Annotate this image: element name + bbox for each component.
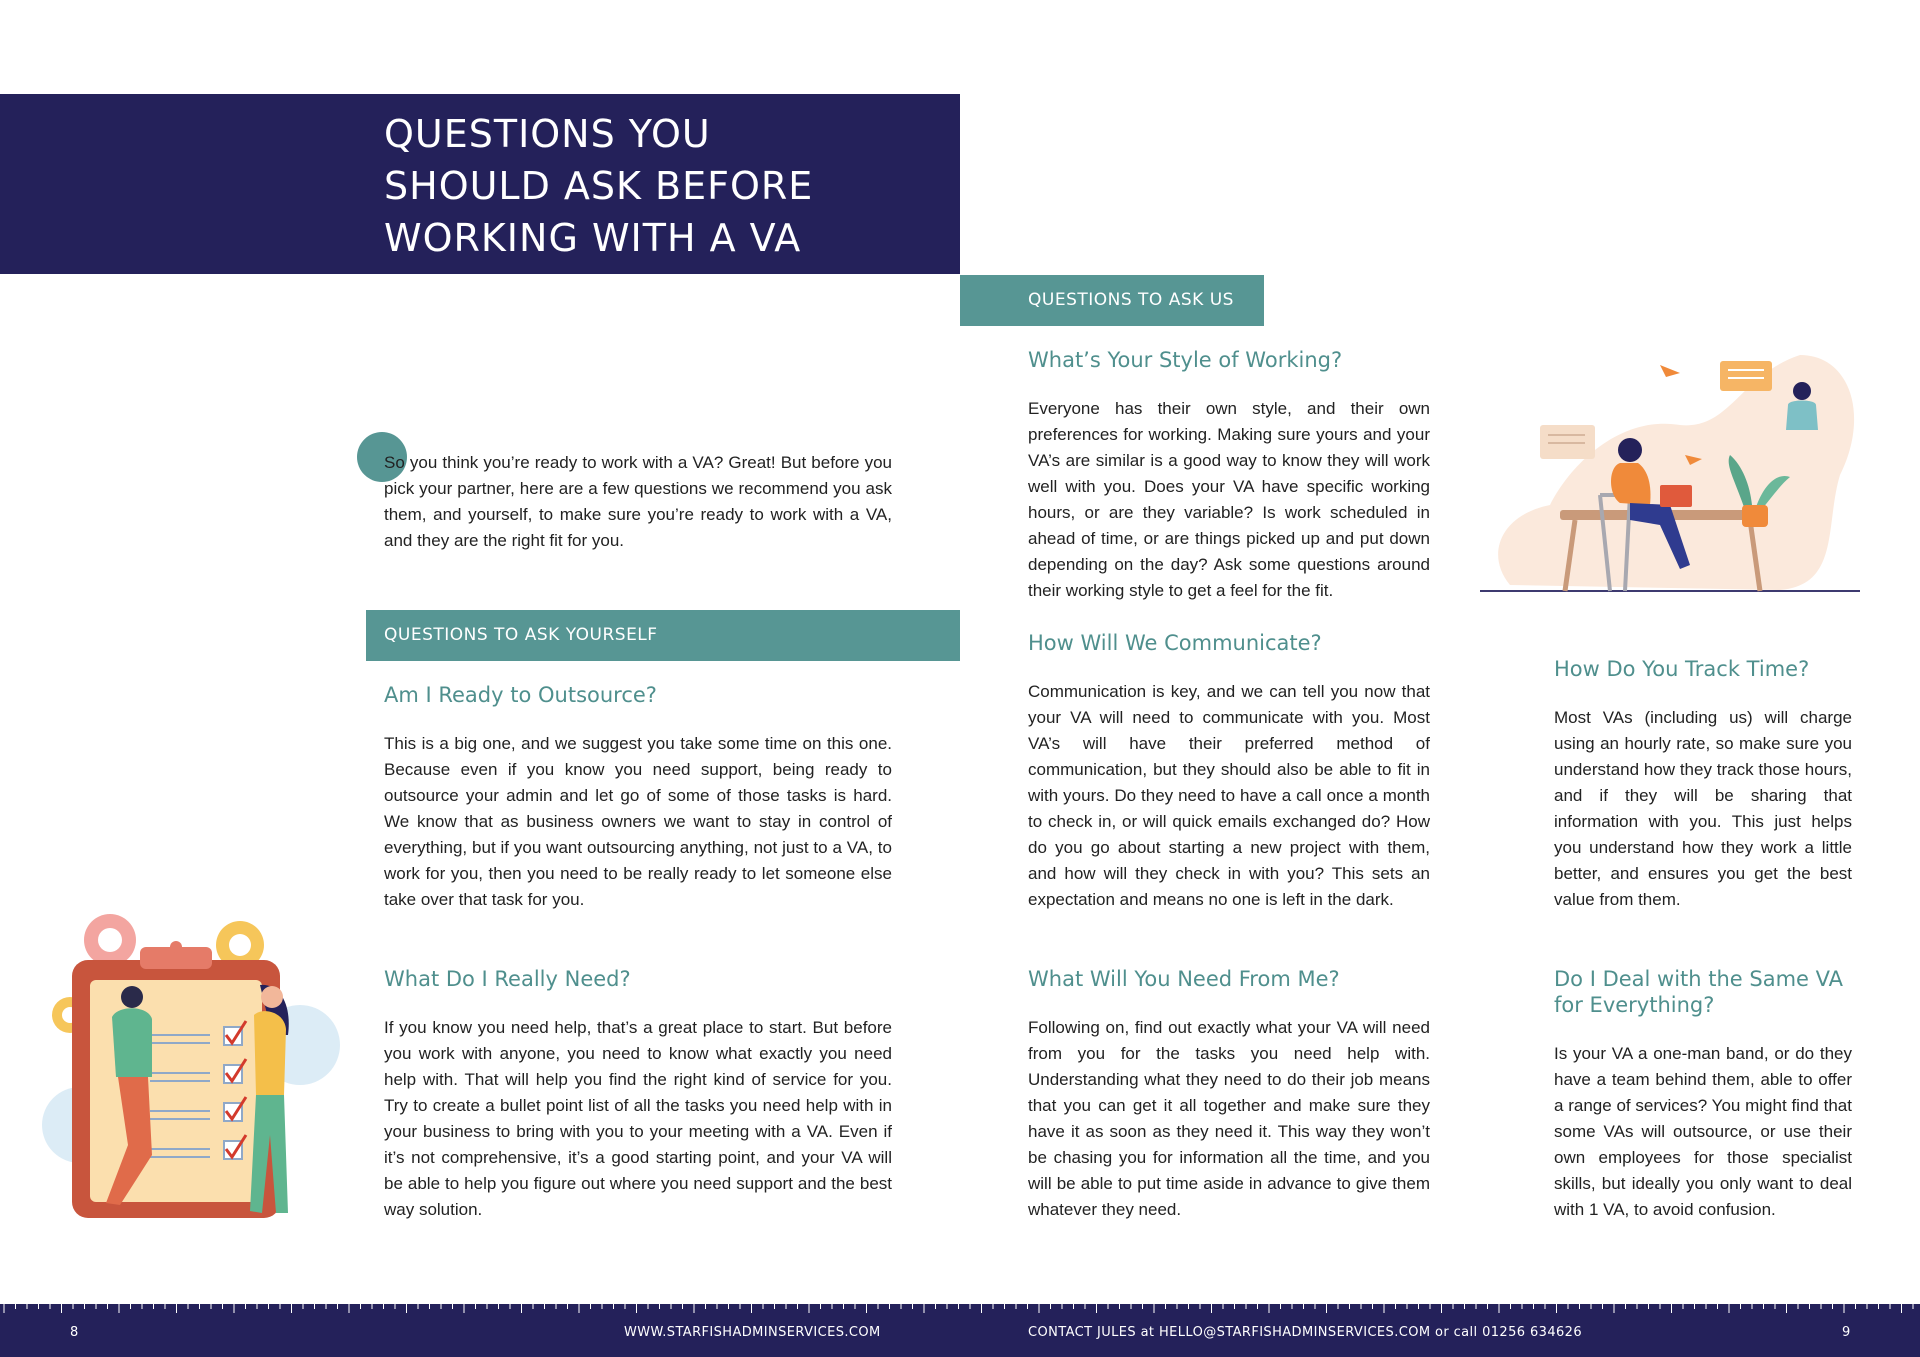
section-heading: How Will We Communicate? [1028,631,1322,655]
remote-worker-illustration [1480,355,1866,595]
section-body: Most VAs (including us) will charge using an hourly rate, so make sure you understand how they track those hours, and if they will be sharing that information with you. This just helps you understand how they work a little better, and ensures you get the best value from them. [1554,708,1852,909]
section-heading: What Do I Really Need? [384,967,631,991]
section-body: Communication is key, and we can tell you now that your VA will need to communicate with you. Most VA’s will have their preferred method of communication, but they should also be able to fit in with yours. Do they need to have a call once a month to check in, or will quick emails exchanged do? How do you go about starting a new project with them, and how will they check in with you? This sets an expectation and means no one is left in the dark. [1028,682,1430,909]
band-questions-to-ask-yourself: QUESTIONS TO ASK YOURSELF [366,610,960,661]
section-same-va [1554,966,1852,1223]
website-link[interactable]: WWW.STARFISHADMINSERVICES.COM [624,1325,881,1340]
page-number-right: 9 [1842,1325,1851,1340]
contact-info[interactable]: CONTACT JULES at HELLO@STARFISHADMINSERVICES.COM or call 01256 634626 [1028,1325,1582,1340]
section-need-from-me [1028,966,1430,1223]
section-body: Everyone has their own style, and their own preferences for working. Making sure yours and your VA’s are similar is a good way to know they will work well with you. Does your VA have specific working hours, or are they variable? Is work scheduled in ahead of time, or are things picked up and put down depending on the day? Ask some questions around their working style to get a feel for the fit. [1028,399,1430,600]
section-body: Following on, find out exactly what your VA will need from you for the tasks you need help with. Understanding what they need to do their job means that you can get it all together and make sure they have it as soon as they need it. This way they won’t be chasing you for information all the time, and you will be able to put time aside in advance to give them whatever they need. [1028,1018,1430,1219]
section-style-of-working [1028,347,1430,604]
section-ready-to-outsource [384,682,892,913]
section-what-do-i-need [384,966,892,1223]
intro-paragraph: So you think you’re ready to work with a VA? Great! But before you pick your partner, here are a few questions we recommend you ask them, and yourself, to make sure you’re ready to work with a VA, and they are the right fit for you. [384,453,892,550]
section-heading: Am I Ready to Outsource? [384,683,657,707]
section-track-time [1554,656,1852,913]
band-questions-to-ask-us: QUESTIONS TO ASK US [960,275,1264,326]
section-how-communicate [1028,630,1430,913]
section-body: Is your VA a one-man band, or do they have a team behind them, able to offer a range of services? You might find that some VAs will outsource, or use their own employees for those specialist skills, but ideally you only want to deal with 1 VA, to avoid confusion. [1554,1044,1852,1219]
page-number-left: 8 [70,1325,79,1340]
page-footer [0,1304,1920,1357]
title-line-1: QUESTIONS YOU [384,112,711,156]
section-heading: What Will You Need From Me? [1028,967,1340,991]
ruler-ticks [0,1304,1920,1314]
section-heading: Do I Deal with the Same VA for Everything? [1554,967,1844,1017]
title-line-3: WORKING WITH A VA [384,216,802,260]
title-line-2: SHOULD ASK BEFORE [384,164,814,208]
section-body: This is a big one, and we suggest you take some time on this one. Because even if you know you need support, being ready to outsource your admin and let go of some of those tasks is hard. We know that as business owners we want to stay in control of everything, but if you want outsourcing anything, not just to a VA, to work for you, then you need to be really ready to let someone else take over that task for you. [384,734,892,909]
checklist-illustration [40,905,350,1225]
section-heading: What’s Your Style of Working? [1028,348,1343,372]
page-title [384,108,944,264]
section-heading: How Do You Track Time? [1554,657,1810,681]
section-body: If you know you need help, that’s a great place to start. But before you work with anyone, you need to know what exactly you need help with. That will help you find the right kind of service for you. Try to create a bullet point list of all the tasks you need help with in your business to bring with you to your meeting with a VA. Even if it’s not comprehensive, it’s a good starting point, and your VA will be able to help you figure out where you need support and the best way solution. [384,1018,892,1219]
